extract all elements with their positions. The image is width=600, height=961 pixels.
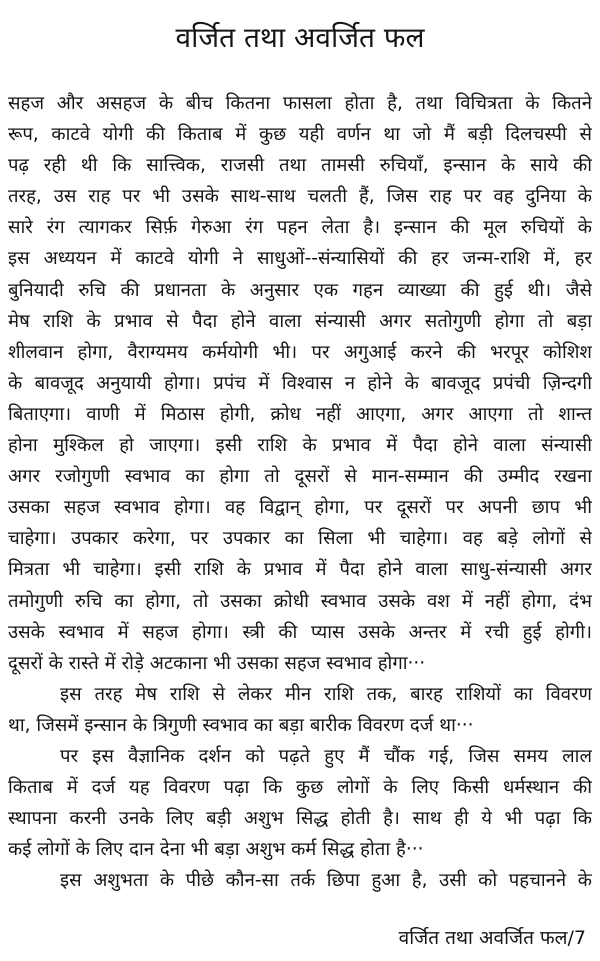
- text-line: था, जिसमें इन्सान के त्रिगुणी स्वभाव का बड़ा बारीक विवरण दर्ज था···: [8, 714, 474, 736]
- page-footer: वर्जित तथा अवर्जित फल/7: [398, 927, 586, 949]
- text-line: दूसरों के रास्ते में रोड़े अटकाना भी उसका सहज स्वभाव होगा···: [8, 652, 426, 674]
- text-line: तरह, उस राह पर भी उसके साथ-साथ चलती हैं, जिस राह पर वह दुनिया के: [8, 186, 592, 208]
- text-line: बिताएगा। वाणी में मिठास होगी, क्रोध नहीं आएगा, अगर आएगा तो शान्त: [8, 403, 592, 425]
- text-line: रूप, काटवे योगी की किताब में कुछ यही वर्णन था जो मैं बड़ी दिलचस्पी से: [8, 124, 592, 146]
- text-line: मित्रता भी चाहेगा। इसी राशि के प्रभाव में पैदा होने वाला साधु-संन्यासी अगर: [8, 559, 592, 581]
- text-line: तमोगुणी रुचि का होगा, तो उसका क्रोधी स्वभाव उसके वश में नहीं होगा, दंभ: [8, 590, 592, 612]
- page-title: वर्जित तथा अवर्जित फल: [175, 21, 425, 54]
- text-line: किताब में दर्ज यह विवरण पढ़ा कि कुछ लोगों के लिए किसी धर्मस्थान की: [8, 777, 592, 799]
- text-line: सारे रंग त्यागकर सिर्फ़ गेरुआ रंग पहन लेता है। इन्सान की मूल रुचियों के: [8, 217, 592, 239]
- text-line: सहज और असहज के बीच कितना फासला होता है, तथा विचित्रता के कितने: [8, 93, 592, 114]
- body-text: [8, 88, 592, 896]
- text-line: स्थापना करनी उनके लिए बड़ी अशुभ सिद्ध होती है। साथ ही ये भी पढ़ा कि: [8, 808, 592, 830]
- text-line: उसके स्वभाव में सहज होगा। स्त्री की प्यास उसके अन्तर में रची हुई होगी।: [8, 621, 592, 643]
- text-line: मेष राशि के प्रभाव से पैदा होने वाला संन्यासी अगर सतोगुणी होगा तो बड़ा: [8, 310, 592, 332]
- text-line: होना मुश्किल हो जाएगा। इसी राशि के प्रभाव में पैदा होने वाला संन्यासी: [8, 435, 592, 457]
- paragraph-start-line: इस तरह मेष राशि से लेकर मीन राशि तक, बारह राशियों का विवरण: [60, 683, 592, 705]
- text-line: के बावजूद अनुयायी होगा। प्रपंच में विश्वास न होने के बावजूद प्रपंची ज़िन्दगी: [8, 372, 592, 394]
- text-line: कई लोगों के लिए दान देना भी बड़ा अशुभ कर्म सिद्ध होता है···: [8, 839, 424, 861]
- paragraph-start-line: इस अशुभता के पीछे कौन-सा तर्क छिपा हुआ है, उसी को पहचानने के: [60, 870, 592, 892]
- text-line: उसका सहज स्वभाव होगा। वह विद्वान् होगा, पर दूसरों पर अपनी छाप भी: [8, 497, 592, 519]
- paragraph-start-line: पर इस वैज्ञानिक दर्शन को पढ़ते हुए मैं चौंक गई, जिस समय लाल: [60, 745, 592, 767]
- text-line: इस अध्ययन में काटवे योगी ने साधुओं--संन्यासियों की हर जन्म-राशि में, हर: [8, 248, 592, 270]
- text-line: अगर रजोगुणी स्वभाव का होगा तो दूसरों से मान-सम्मान की उम्मीद रखना: [8, 466, 592, 488]
- text-line: चाहेगा। उपकार करेगा, पर उपकार का सिला भी चाहेगा। वह बड़े लोगों से: [8, 528, 592, 550]
- text-line: बुनियादी रुचि की प्रधानता के अनुसार एक गहन व्याख्या की हुई थी। जैसे: [8, 279, 592, 301]
- text-line: शीलवान होगा, वैराग्यमय कर्मयोगी भी। पर अगुआई करने की भरपूर कोशिश: [8, 341, 592, 363]
- text-line: पढ़ रही थी कि सात्त्विक, राजसी तथा तामसी रुचियाँ, इन्सान के साये की: [8, 155, 592, 177]
